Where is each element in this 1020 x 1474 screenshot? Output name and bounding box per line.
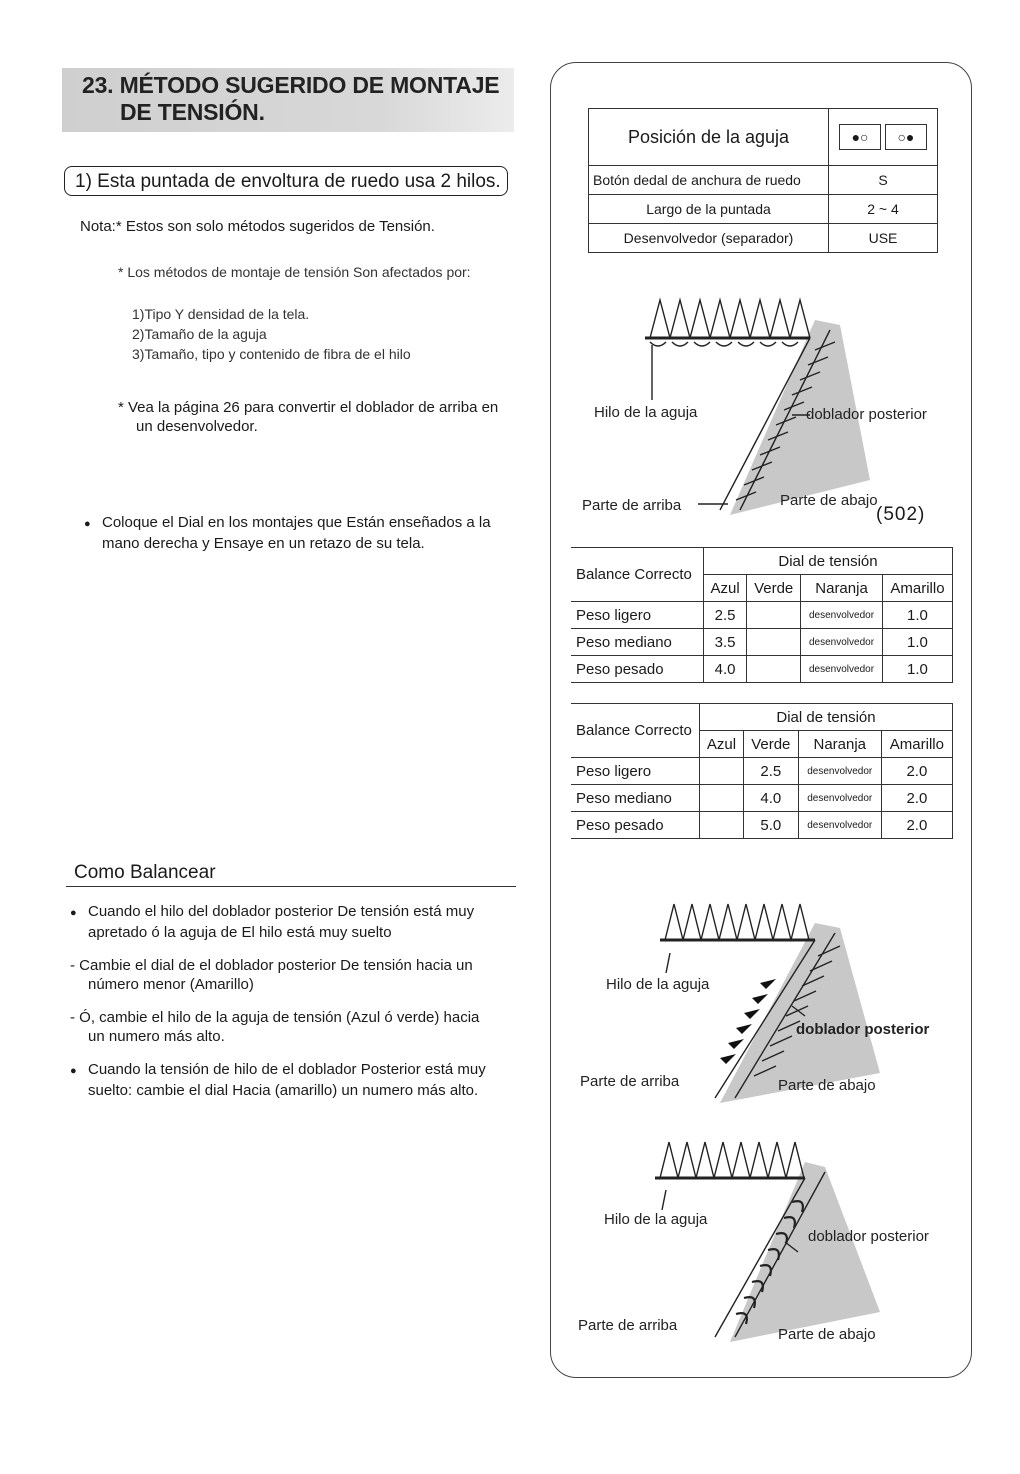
spec-value: USE <box>829 224 938 253</box>
label-bottom: Parte de abajo <box>778 1326 876 1343</box>
right-needle-icon: ○● <box>885 124 927 150</box>
label-needle-thread: Hilo de la aguja <box>594 404 698 421</box>
fabric-shade <box>730 1162 880 1342</box>
label-lower-looper: doblador posterior <box>796 1021 930 1038</box>
see-page-line-1: * Vea la página 26 para convertir el doblador de arriba en <box>118 399 499 416</box>
note: Nota:* Estos son solo métodos sugeridos de Tensión. <box>80 218 435 235</box>
balance-item-line: - Ó, cambie el hilo de la aguja de tensión (Azul ó verde) hacia <box>70 1009 480 1026</box>
dial-header: Dial de tensión <box>700 704 953 731</box>
label-needle-thread: Hilo de la aguja <box>606 976 710 993</box>
row-label: Peso mediano <box>571 629 704 656</box>
spec-table <box>588 108 938 253</box>
factors-list <box>132 304 411 364</box>
table-row <box>571 758 953 785</box>
dial-instruction-line-2: mano derecha y Ensaye en un retazo de su tela. <box>102 535 425 552</box>
cell-naranja: desenvolvedor <box>801 602 883 629</box>
cell-verde <box>747 602 801 629</box>
cell-azul: 2.5 <box>704 602 747 629</box>
table-row <box>571 656 953 683</box>
stitch-code: (502) <box>876 504 926 525</box>
tension-table-1 <box>571 547 953 683</box>
balance-item <box>70 902 530 942</box>
title-line-1: 23. MÉTODO SUGERIDO DE MONTAJE <box>82 72 500 98</box>
cell-azul <box>700 785 744 812</box>
cell-naranja: desenvolvedor <box>801 629 883 656</box>
cell-amarillo: 2.0 <box>881 758 952 785</box>
factor-item: 3)Tamaño, tipo y contenido de fibra de el hilo <box>132 346 411 362</box>
page-title <box>82 72 499 126</box>
col-header: Amarillo <box>882 575 952 602</box>
cell-verde: 4.0 <box>743 785 798 812</box>
corner-label: Balance Correcto <box>571 704 700 758</box>
cell-amarillo: 2.0 <box>881 785 952 812</box>
dial-header: Dial de tensión <box>704 548 953 575</box>
label-top: Parte de arriba <box>578 1317 678 1334</box>
label-bottom: Parte de abajo <box>780 492 878 509</box>
balance-item <box>70 1060 530 1100</box>
spec-label: Botón dedal de anchura de ruedo <box>589 166 829 195</box>
col-header: Azul <box>700 731 744 758</box>
cell-naranja: desenvolvedor <box>801 656 883 683</box>
cell-azul <box>700 812 744 839</box>
needle-position-label: Posición de la aguja <box>589 109 829 166</box>
bullet-icon: ● <box>84 518 91 530</box>
cell-verde <box>747 629 801 656</box>
bullet-icon: ● <box>70 907 77 919</box>
balance-item-line: Cuando el hilo del doblador posterior De tensión está muy <box>88 903 475 920</box>
cell-naranja: desenvolvedor <box>798 785 881 812</box>
dial-instruction-line-1: Coloque el Dial en los montajes que Están enseñados a la <box>102 514 491 531</box>
row-label: Peso ligero <box>571 758 700 785</box>
cell-naranja: desenvolvedor <box>798 758 881 785</box>
left-needle-icon: ●○ <box>839 124 881 150</box>
section-rule <box>66 886 516 887</box>
col-header: Verde <box>743 731 798 758</box>
col-header: Azul <box>704 575 747 602</box>
cell-verde: 2.5 <box>743 758 798 785</box>
cell-azul: 3.5 <box>704 629 747 656</box>
cell-naranja: desenvolvedor <box>798 812 881 839</box>
cell-azul: 4.0 <box>704 656 747 683</box>
cell-verde: 5.0 <box>743 812 798 839</box>
tension-table-2 <box>571 703 953 839</box>
label-top: Parte de arriba <box>582 497 682 514</box>
spec-value: S <box>829 166 938 195</box>
col-header: Amarillo <box>881 731 952 758</box>
balance-item-line: Cuando la tensión de hilo de el doblador Posterior está muy <box>88 1061 486 1078</box>
see-page-note <box>118 398 548 436</box>
factor-item: 1)Tipo Y densidad de la tela. <box>132 306 310 322</box>
col-header: Verde <box>747 575 801 602</box>
stitch-subtitle: 1) Esta puntada de envoltura de ruedo usa 2 hilos. <box>64 166 508 196</box>
dial-instruction <box>84 513 534 553</box>
label-lower-looper: doblador posterior <box>808 1228 929 1245</box>
label-bottom: Parte de abajo <box>778 1077 876 1094</box>
title-line-2: DE TENSIÓN. <box>120 99 265 125</box>
label-top: Parte de arriba <box>580 1073 680 1090</box>
needle-position-icons <box>829 109 938 166</box>
bullet-icon: ● <box>70 1065 77 1077</box>
section-title-balance: Como Balancear <box>74 862 216 883</box>
col-header: Naranja <box>801 575 883 602</box>
balance-item-line: número menor (Amarillo) <box>88 976 254 993</box>
factors-intro: * Los métodos de montaje de tensión Son afectados por: <box>118 264 471 280</box>
row-label: Peso pesado <box>571 812 700 839</box>
table-row <box>571 602 953 629</box>
balance-item-line: apretado ó la aguja de El hilo está muy suelto <box>88 924 392 941</box>
factor-item: 2)Tamaño de la aguja <box>132 326 267 342</box>
balance-list <box>70 902 530 1114</box>
spec-value: 2 ~ 4 <box>829 195 938 224</box>
table-row <box>571 785 953 812</box>
cell-amarillo: 1.0 <box>882 656 952 683</box>
table-row <box>571 812 953 839</box>
cell-amarillo: 1.0 <box>882 602 952 629</box>
cell-azul <box>700 758 744 785</box>
balance-item-line: suelto: cambie el dial Hacia (amarillo) un numero más alto. <box>88 1082 479 1099</box>
row-label: Peso pesado <box>571 656 704 683</box>
balance-item <box>70 1008 530 1046</box>
spec-label: Desenvolvedor (separador) <box>589 224 829 253</box>
col-header: Naranja <box>798 731 881 758</box>
label-lower-looper: doblador posterior <box>806 406 927 423</box>
table-row <box>571 629 953 656</box>
cell-amarillo: 1.0 <box>882 629 952 656</box>
row-label: Peso mediano <box>571 785 700 812</box>
row-label: Peso ligero <box>571 602 704 629</box>
see-page-line-2: un desenvolvedor. <box>136 418 258 435</box>
cell-verde <box>747 656 801 683</box>
balance-item <box>70 956 530 994</box>
label-needle-thread: Hilo de la aguja <box>604 1211 708 1228</box>
balance-item-line: - Cambie el dial de el doblador posterior De tensión hacia un <box>70 957 473 974</box>
cell-amarillo: 2.0 <box>881 812 952 839</box>
corner-label: Balance Correcto <box>571 548 704 602</box>
spec-label: Largo de la puntada <box>589 195 829 224</box>
balance-item-line: un numero más alto. <box>88 1028 225 1045</box>
